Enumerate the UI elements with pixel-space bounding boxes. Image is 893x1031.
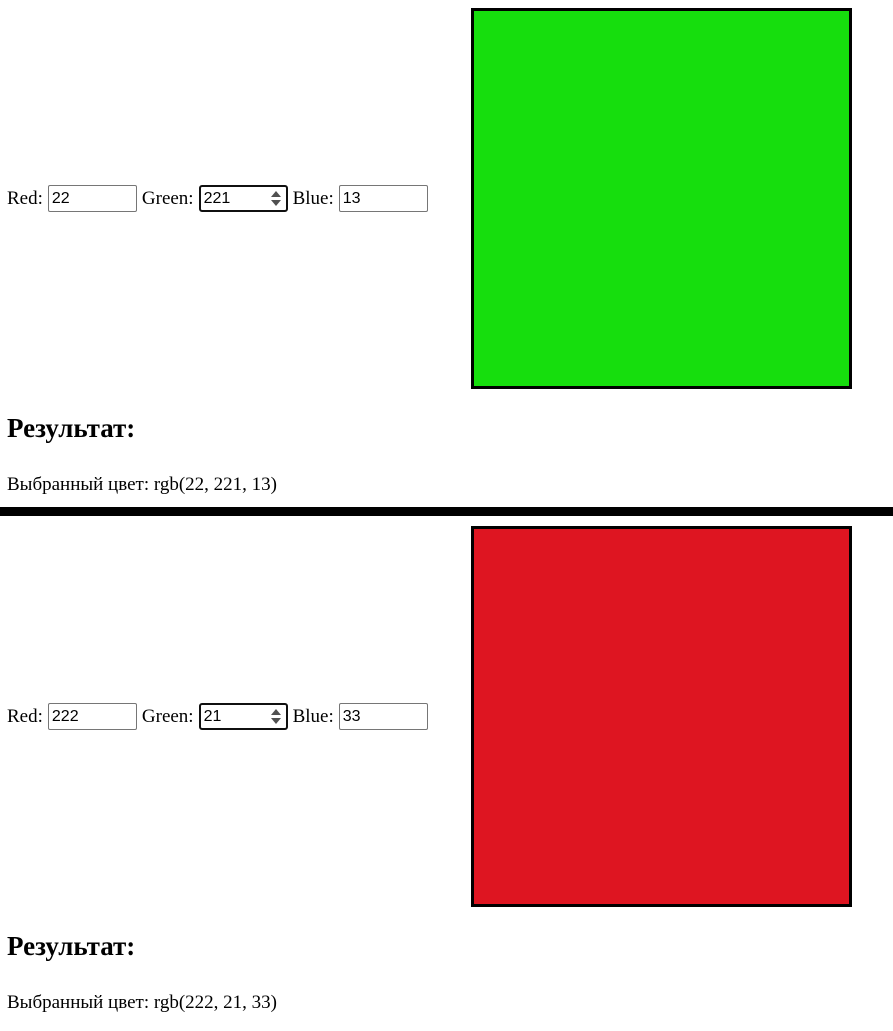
red-input[interactable] (48, 703, 137, 730)
spinner-up-icon[interactable] (271, 709, 281, 715)
blue-input[interactable] (339, 185, 428, 212)
number-spinner-icon[interactable] (271, 709, 281, 724)
result-heading: Результат: (7, 413, 136, 443)
rgb-controls (7, 703, 433, 730)
number-spinner-icon[interactable] (271, 191, 281, 206)
result-heading: Результат: (7, 931, 136, 961)
spinner-down-icon[interactable] (271, 718, 281, 724)
red-label: Red: (7, 705, 43, 727)
section-divider (0, 507, 893, 516)
green-input-wrapper (199, 185, 288, 212)
color-picker-section-2 (0, 518, 893, 1018)
green-label: Green: (141, 705, 194, 727)
spinner-up-icon[interactable] (271, 191, 281, 197)
green-input-wrapper (199, 703, 288, 730)
result-text: Выбранный цвет: rgb(22, 221, 13) (7, 474, 277, 495)
result-text: Выбранный цвет: rgb(222, 21, 33) (7, 992, 277, 1013)
color-swatch (471, 526, 852, 907)
green-label: Green: (141, 187, 194, 209)
red-input[interactable] (48, 185, 137, 212)
blue-input[interactable] (339, 703, 428, 730)
blue-label: Blue: (292, 705, 334, 727)
color-picker-section-1 (0, 0, 893, 500)
blue-label: Blue: (292, 187, 334, 209)
rgb-controls (7, 185, 433, 212)
red-label: Red: (7, 187, 43, 209)
color-swatch (471, 8, 852, 389)
spinner-down-icon[interactable] (271, 200, 281, 206)
